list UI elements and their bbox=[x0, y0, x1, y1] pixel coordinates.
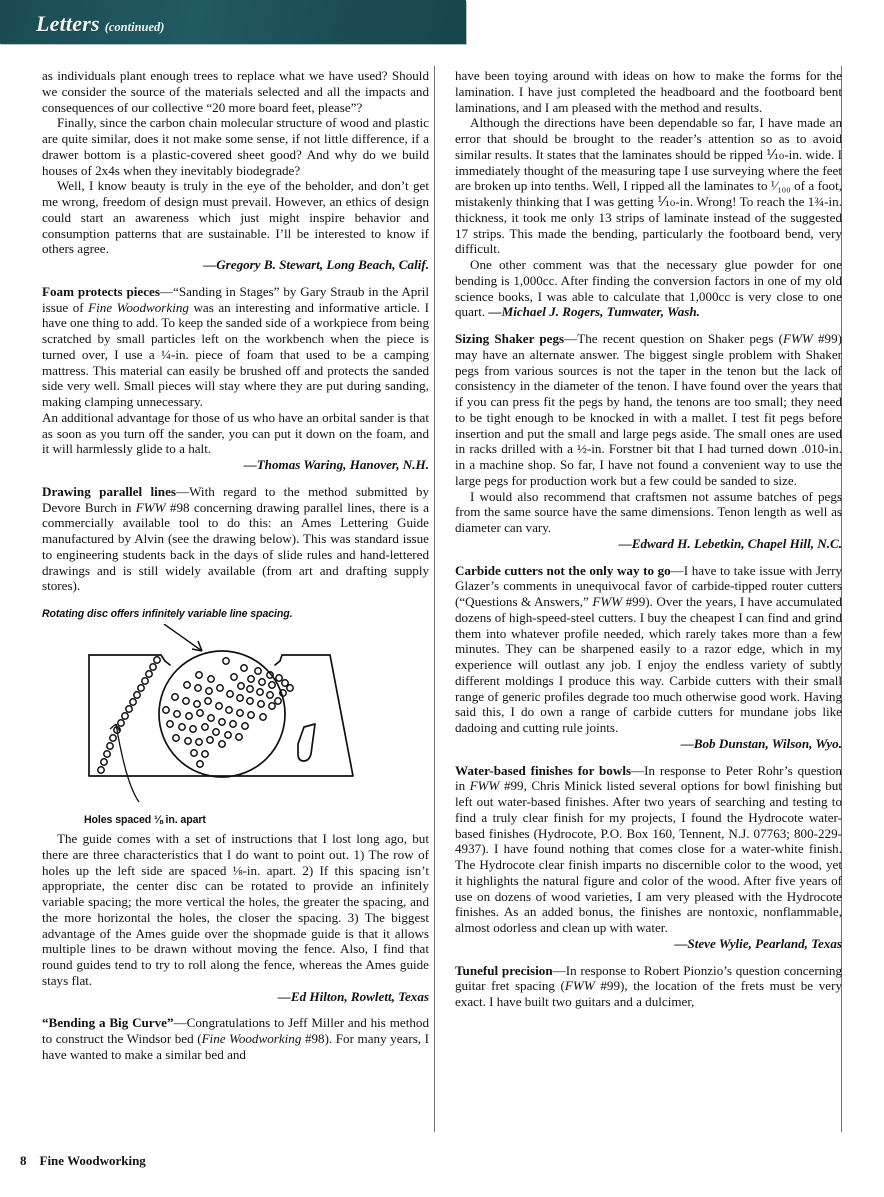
letter-body-cont: was an interesting and informative article. I have one thing to add. To keep the sanded side of a workpiece from being scratched by small particles left on the workbench when the piece is turned over, I use a ¼-in. piece of foam that used to be a camping mattress. This material can easily be brushed off and protects the sanded side very well. Small pieces will stay where they are put during sanding, making clamping unnecessary. bbox=[42, 299, 429, 409]
paragraph: I would also recommend that craftsmen not assume batches of pegs from the same source have the same dimensions. Tenon length as well as diameter can vary. bbox=[455, 488, 842, 535]
paragraph: An additional advantage for those of us who have an orbital sander is that as soon as you turn off the sander, you can put it down on the foam, and it will harmlessly glide to a halt. bbox=[42, 409, 429, 457]
paragraph-text: One other comment was that the necessary glue powder for one bending is 1,000cc. After finding the conversion factors in one of my old science books, I was able to calculate that 1,000cc is very close to one quart. bbox=[455, 257, 842, 320]
disc-pointer-arrow bbox=[164, 624, 202, 651]
letter-carbide-cutters bbox=[455, 563, 842, 736]
section-spacer bbox=[42, 273, 429, 284]
letter-heading-dash: — bbox=[173, 1015, 187, 1031]
section-spacer bbox=[42, 473, 429, 484]
letter-body: In response to Robert Pionzio’s question concerning guitar fret spacing ( bbox=[455, 962, 842, 994]
letter-signature: —Gregory B. Stewart, Long Beach, Calif. bbox=[203, 257, 429, 272]
letter-body-cont: #99), the location of the frets must be very exact. I have built two guitars and a dulcimer, bbox=[455, 978, 842, 1009]
pen-stylus-glyph bbox=[298, 724, 315, 761]
publication-name: Fine Woodworking bbox=[39, 1153, 146, 1168]
letter-signature: —Thomas Waring, Hanover, N.H. bbox=[243, 457, 429, 472]
letter-heading-dash: — bbox=[159, 283, 174, 299]
magazine-title-italic: FWW bbox=[135, 499, 166, 515]
letter-heading: Drawing parallel lines bbox=[42, 483, 176, 499]
letter-body-cont: #99). Over the years, I have accumulated dozens of high-speed-steel cutters. I buy the cheapest I can find and grind them into whatever profile needed, which rarely takes more than a few minutes. They can be sharpened easily to a razor edge, which in my experience will outlast any job. I enjoy the endless variety of subtly different moldings I produce this way. Carbide cutters with their small range of generic profiles degrade too much otherwise good work. Having said this, I do own a range of carbide cutters for mundane jobs like dadoing and cutting rule joints. bbox=[455, 594, 842, 735]
letter-heading: Sizing Shaker pegs bbox=[455, 331, 565, 346]
magazine-title-italic: FWW bbox=[782, 331, 813, 346]
letter-heading: Tuneful precision bbox=[455, 962, 553, 978]
letter-drawing-parallel-lines bbox=[42, 484, 429, 594]
magazine-title-italic: FWW bbox=[592, 594, 623, 609]
paragraph: Finally, since the carbon chain molecular structure of wood and plastic are quite similar, does it not make some sense, if not little difference, if a drawer bottom is a plastic-covered sheet good? And why do we build houses of 2x4s when they inevitably biodegrade? bbox=[42, 115, 429, 178]
paragraph: Although the directions have been dependable so far, I have made an error that should be brought to the reader’s attention so as to avoid similar results. It states that the laminates should be ripped ⅒-in. wide. I immediately thought of the measuring tape I use surveying where the feet are broken up into tenths. Well, I ripped all the laminates to ¹⁄₁₀₀ of a foot, mistakenly thinking that I was getting ⅒-in. Wrong! To reach the 1¾-in. thickness, it took me only 13 strips of laminate instead of the suggested 17 strips. This made the bending, particularly the footboard bend, very difficult. bbox=[455, 115, 842, 257]
letter-body: In response to Peter Rohr’s question in bbox=[455, 762, 842, 794]
figure-ames-lettering-guide bbox=[42, 608, 429, 827]
letter-bending-a-big-curve bbox=[42, 1015, 429, 1062]
letter-body-cont: #99, Chris Minick listed several options for bowl finishing but left out water-based finishes. After two years of searching and testing to find a truly clear finish for my projects, I found the Hydrocote water-based finishes (Hydrocote, P.O. Box 160, Tennent, N.J. 07763; 800-229-4937). I have found nothing that comes close for a water-white finish. The Hydrocote clear finish imparts no discernible color to the wood, yet it highlights the natural figure and color of the wood. After five years of use on dozens of wood varieties, I am very pleased with the Hydrocote finishes. As an added bonus, the finishes are nontoxic, nonflammable, almost odorless and clean up with water. bbox=[455, 778, 842, 935]
letter-sizing-shaker-pegs bbox=[455, 331, 842, 489]
letter-heading-dash: — bbox=[631, 762, 645, 778]
section-spacer bbox=[455, 952, 842, 963]
column-divider-rule bbox=[434, 66, 435, 1132]
page-number: 8 bbox=[20, 1153, 27, 1168]
section-spacer bbox=[455, 552, 842, 563]
letter-signature: —Edward H. Lebetkin, Chapel Hill, N.C. bbox=[618, 535, 842, 551]
paragraph-with-inline-signature bbox=[455, 257, 842, 320]
letter-body: With regard to the method submitted by Devore Burch in bbox=[42, 483, 429, 515]
letter-heading: Water-based finishes for bowls bbox=[455, 762, 632, 778]
magazine-title-italic: Fine Woodworking bbox=[201, 1031, 302, 1046]
magazine-title-italic: FWW bbox=[469, 778, 500, 794]
magazine-title-italic: FWW bbox=[564, 978, 595, 994]
letter-heading: Foam protects pieces bbox=[42, 283, 160, 299]
right-text-column bbox=[455, 68, 842, 1010]
paragraph: have been toying around with ideas on how to make the forms for the lamination. I have just completed the headboard and the footboard bent laminations, and I am pleased with the method and results. bbox=[455, 68, 842, 115]
section-spacer bbox=[455, 320, 842, 331]
letter-body: Congratulations to Jeff Miller and his method to construct the Windsor bed ( bbox=[42, 1015, 429, 1046]
letter-signature: —Ed Hilton, Rowlett, Texas bbox=[277, 988, 429, 1004]
letter-body: I have to take issue with Jerry Glazer’s comments in unequivocal favor of carbide-tipped router cutters (“Questions & Answers,” bbox=[455, 562, 842, 609]
paragraph: as individuals plant enough trees to replace what we have used? Should we consider the source of the materials selected and all the impacts and consequences of our collective “20 more board feet, please”? bbox=[42, 68, 429, 115]
letter-body-cont: #99) may have an alternate answer. The biggest single problem with Shaker pegs from various sources is not the taper in the tenon but the lack of consistency in the diameter of the tenon. I have found over the years that if you can press fit the pegs by hand, the tenons are too small; they need to be tight enough to be knocked in with a mallet. I test fit pegs before insertion and put the small and large pegs aside. The small ones are used in racks drilled with a ½-in. Forstner bit that I had turned down .010-in. in a machine shop. So far, I have not found a convenient way to use the large pegs for production work but a few could be sanded to size. bbox=[455, 331, 843, 488]
letter-body: The recent question on Shaker pegs ( bbox=[577, 331, 783, 346]
masthead-text bbox=[36, 11, 164, 37]
ames-guide-drawing bbox=[42, 624, 429, 812]
letter-signature: —Steve Wylie, Pearland, Texas bbox=[674, 935, 842, 951]
letter-foam-protects-pieces bbox=[42, 284, 429, 410]
letter-water-based-finishes bbox=[455, 763, 842, 936]
section-spacer bbox=[42, 1004, 429, 1015]
paragraph: Well, I know beauty is truly in the eye of the beholder, and don’t get me wrong, freedom of design must prevail. However, an ethics of design could start an awareness which just might inspire behavior and consumption patterns that are sustainable. I’ll be interested to know if others agree. bbox=[42, 178, 429, 257]
letter-heading: “Bending a Big Curve” bbox=[42, 1015, 174, 1031]
letter-body: “Sanding in Stages” by Gary Straub in the April issue of bbox=[42, 283, 429, 315]
letter-tuneful-precision bbox=[455, 963, 842, 1010]
letter-heading-dash: — bbox=[552, 962, 566, 978]
page-footer bbox=[20, 1153, 146, 1169]
left-edge-hole-row bbox=[98, 657, 160, 773]
letter-heading-dash: — bbox=[176, 483, 190, 499]
section-spacer bbox=[455, 752, 842, 763]
letter-signature: —Michael J. Rogers, Tumwater, Wash. bbox=[488, 304, 700, 320]
magazine-title-italic: Fine Woodworking bbox=[88, 299, 189, 315]
page-masthead bbox=[0, 0, 466, 44]
letter-signature: —Bob Dunstan, Wilson, Wyo. bbox=[680, 735, 842, 751]
letter-body-cont: #98). For many years, I have wanted to make a similar bed and bbox=[42, 1031, 429, 1062]
masthead-title: Letters bbox=[36, 11, 100, 36]
masthead-subtitle: (continued) bbox=[104, 20, 165, 34]
letter-body-cont: #98 concerning drawing parallel lines, there is a commercially available tool to do this: an Ames Lettering Guide manufactured by Alvin (see the drawing below). This was standard issue to engineering students back in the days of slide rules and hand-lettered drawings and is still widely available (from art and drafting supply stores). bbox=[42, 499, 429, 594]
letter-heading-dash: — bbox=[670, 562, 684, 578]
figure-caption-top: Rotating disc offers infinitely variable line spacing. bbox=[42, 608, 293, 620]
figure-caption-bottom: Holes spaced ⅛ in. apart bbox=[84, 814, 206, 826]
left-text-column bbox=[42, 68, 429, 1063]
paragraph: The guide comes with a set of instructions that I lost long ago, but there are three characteristics that I do want to point out. 1) The row of holes up the left side are spaced ⅛-in. apart. 2) If this spacing isn’t appropriate, the center disc can be rotated to provide an infinitely variable spacing; the more vertical the holes, the greater the spacing, and the more horizontal the holes, the closer the spacing. 3) The biggest advantage of the Ames guide over the shopmade guide is that it allows multiple lines to be drawn without moving the fence. Also, I find that round guides tend to try to roll along the fence, whereas the Ames guide stays flat. bbox=[42, 831, 429, 988]
letter-heading-dash: — bbox=[564, 331, 578, 346]
letter-heading: Carbide cutters not the only way to go bbox=[455, 562, 671, 578]
